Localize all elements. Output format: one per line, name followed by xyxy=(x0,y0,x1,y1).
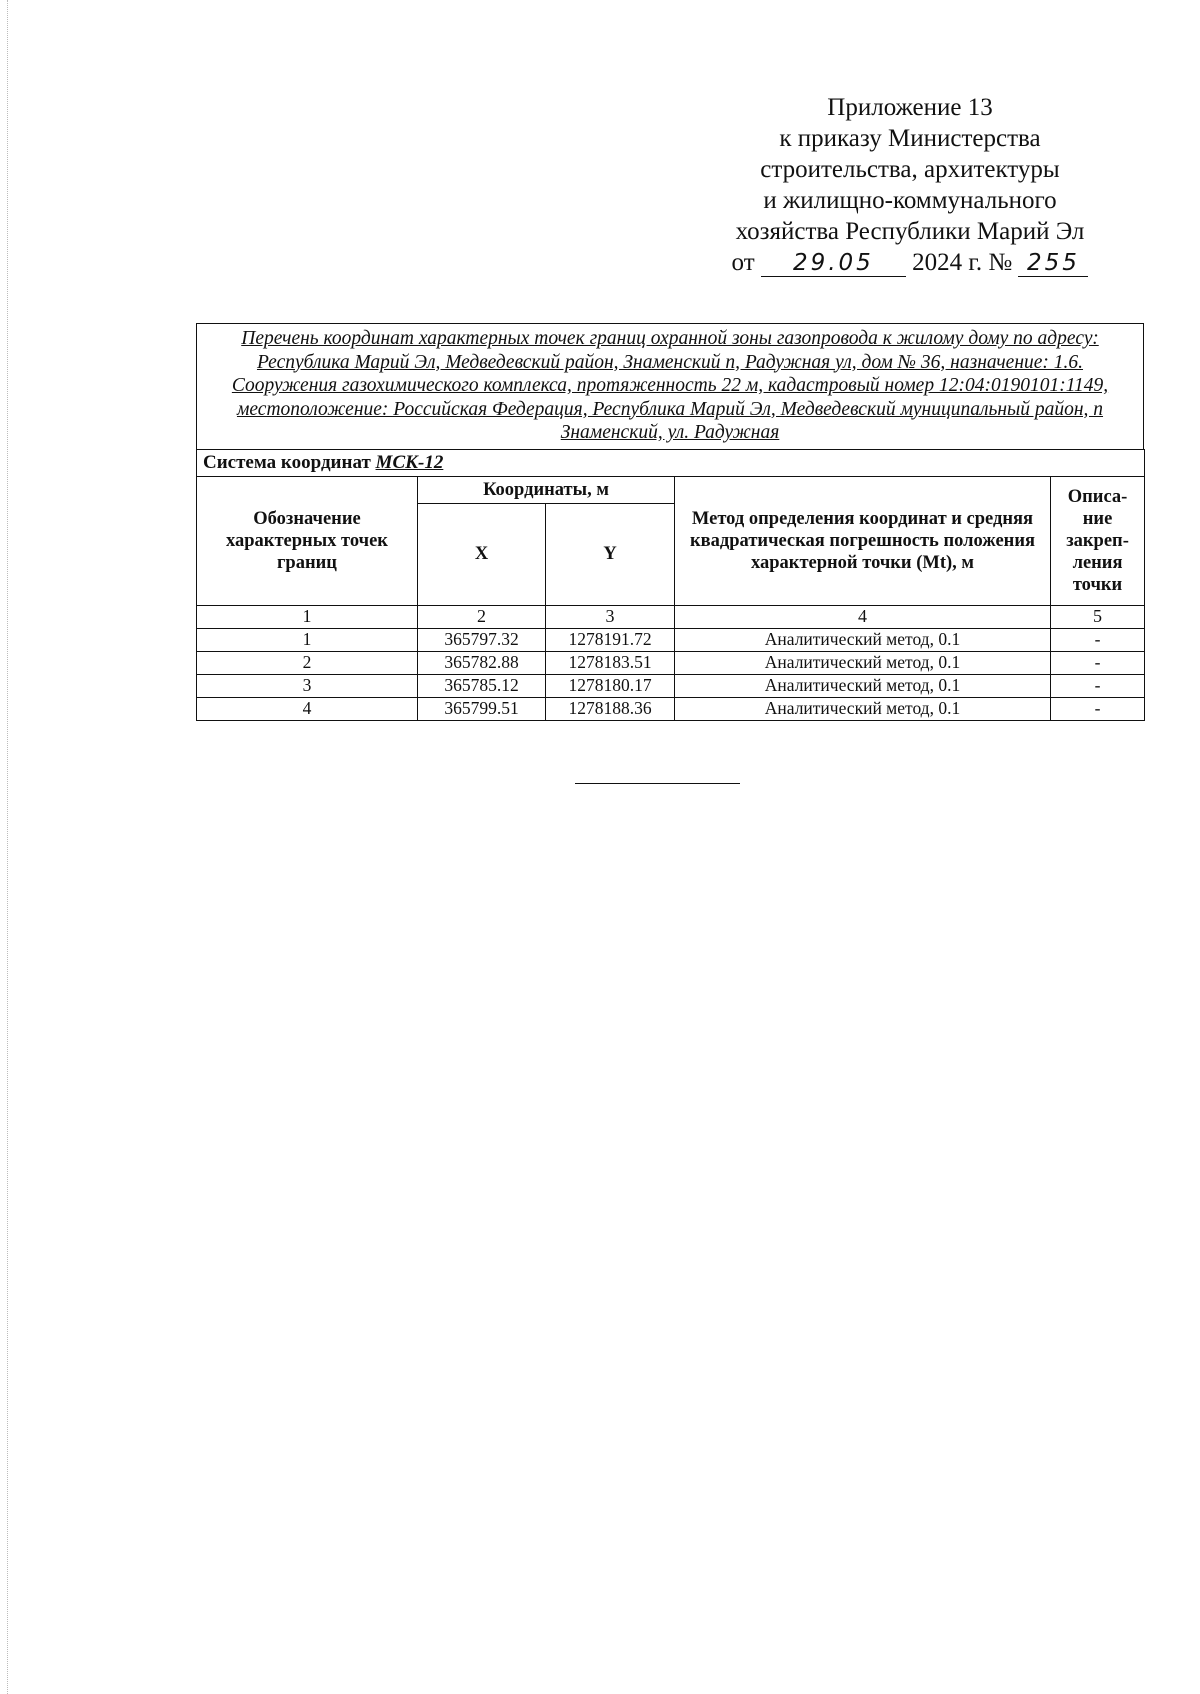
coord-y: 1278180.17 xyxy=(546,674,675,697)
coord-y: 1278191.72 xyxy=(546,628,675,651)
coord-x: 365785.12 xyxy=(418,674,546,697)
coordinate-system-row xyxy=(197,449,1145,476)
description: - xyxy=(1051,651,1145,674)
col-header-designation: Обозначение характерных точек границ xyxy=(197,476,418,605)
ministry-line-3: хозяйства Республики Марий Эл xyxy=(735,218,1085,245)
order-date-line xyxy=(690,247,1130,278)
coord-x: 365782.88 xyxy=(418,651,546,674)
coordinate-system-cell xyxy=(197,449,1145,476)
col-header-x: X xyxy=(418,503,546,605)
point-id: 1 xyxy=(197,628,418,651)
column-numbers-row xyxy=(197,605,1145,628)
method: Аналитический метод, 0.1 xyxy=(675,697,1051,720)
point-id: 4 xyxy=(197,697,418,720)
coordinates-table xyxy=(196,449,1145,721)
coordinate-system-value: МСК-12 xyxy=(375,451,444,473)
ministry-line-2: и жилищно-коммунального xyxy=(763,187,1057,214)
header-row-1 xyxy=(197,476,1145,503)
date-prefix: от xyxy=(731,249,755,276)
method: Аналитический метод, 0.1 xyxy=(675,628,1051,651)
ministry-line-1: строительства, архитектуры xyxy=(760,156,1060,183)
coord-x: 365799.51 xyxy=(418,697,546,720)
col-header-coordinates: Координаты, м xyxy=(418,476,675,503)
table-caption: Перечень координат характерных точек границ охранной зоны газопровода к жилому дому по адресу: Республика Марий Эл, Медведевский район, Знаменский п, Радужная ул, дом № 36, назначение: 1.6. Сооружения газохимического комплекса, протяженность 22 м, кадастровый номер 12:04:0190101:1149, местоположение: Российская Федерация, Республика Марий Эл, Медведевский муниципальный район, п Знаменский, ул. Радужная xyxy=(196,323,1144,449)
coord-y: 1278183.51 xyxy=(546,651,675,674)
description: - xyxy=(1051,628,1145,651)
column-number: 2 xyxy=(418,605,546,628)
method: Аналитический метод, 0.1 xyxy=(675,651,1051,674)
col-header-description: Описа-ние закреп-ления точки xyxy=(1051,476,1145,605)
coordinate-system-label: Система координат xyxy=(203,451,371,473)
coordinates-table-block xyxy=(196,323,1144,721)
coord-x: 365797.32 xyxy=(418,628,546,651)
order-reference-line: к приказу Министерства xyxy=(779,125,1041,152)
table-row xyxy=(197,674,1145,697)
column-number: 3 xyxy=(546,605,675,628)
table-row xyxy=(197,697,1145,720)
description: - xyxy=(1051,697,1145,720)
description: - xyxy=(1051,674,1145,697)
col-header-method: Метод определения координат и средняя квадратическая погрешность положения характерной точки (Mt), м xyxy=(675,476,1051,605)
method: Аналитический метод, 0.1 xyxy=(675,674,1051,697)
scan-edge-dots xyxy=(7,0,9,1694)
handwritten-date: 29.05 xyxy=(761,250,906,277)
coord-y: 1278188.36 xyxy=(546,697,675,720)
column-number: 5 xyxy=(1051,605,1145,628)
appendix-header xyxy=(690,92,1130,278)
handwritten-order-number: 255 xyxy=(1018,250,1088,277)
column-number: 4 xyxy=(675,605,1051,628)
point-id: 3 xyxy=(197,674,418,697)
appendix-title: Приложение 13 xyxy=(827,94,993,121)
table-row xyxy=(197,651,1145,674)
end-of-document-line xyxy=(575,783,740,784)
point-id: 2 xyxy=(197,651,418,674)
column-number: 1 xyxy=(197,605,418,628)
col-header-y: Y xyxy=(546,503,675,605)
order-year: 2024 г. № xyxy=(912,249,1013,276)
table-row xyxy=(197,628,1145,651)
